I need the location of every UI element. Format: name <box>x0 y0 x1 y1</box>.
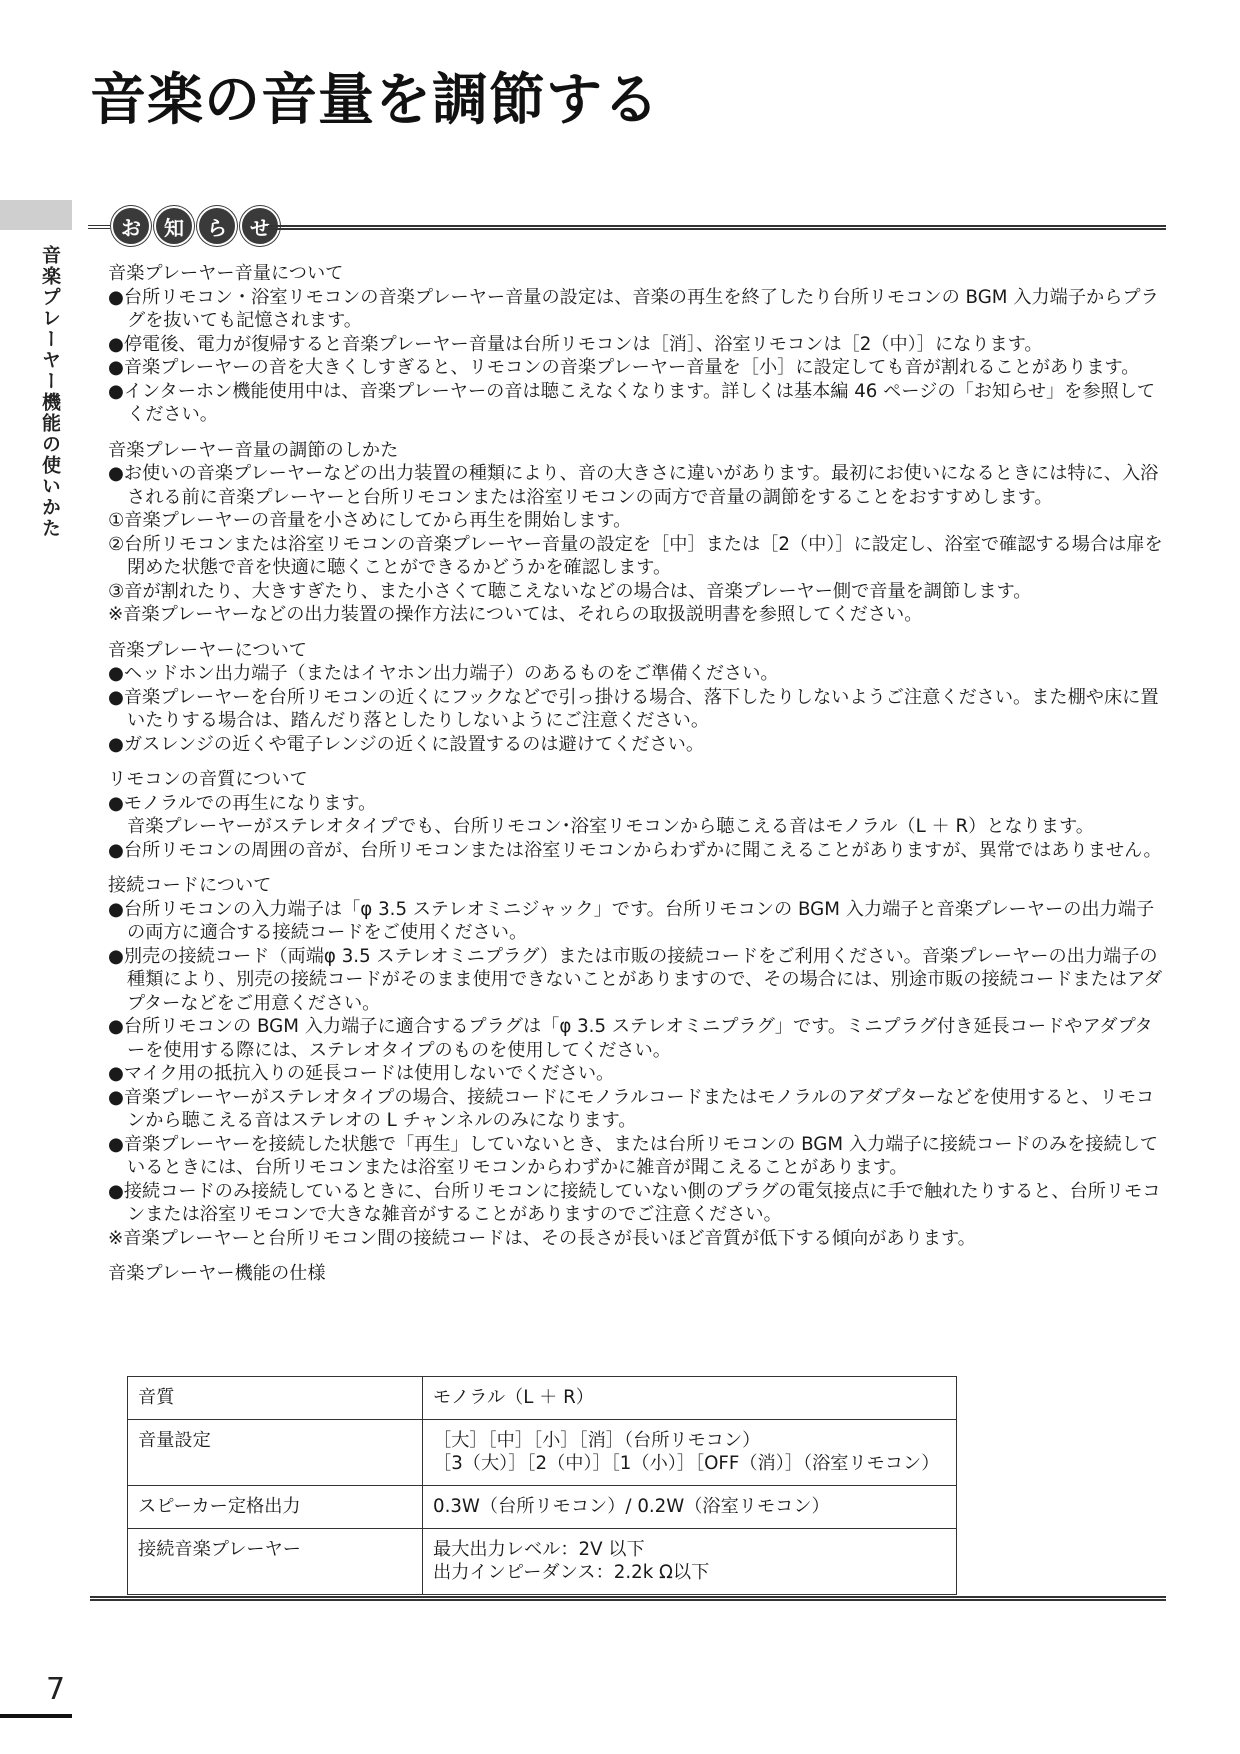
section-item: ●台所リモコンの BGM 入力端子に適合するプラグは「φ 3.5 ステレオミニプラグ」です。ミニプラグ付き延長コードやアダプターを使用する際には、ステレオタイプのものを使用してください。 <box>108 1016 1153 1061</box>
section-item: ●音楽プレーヤーを接続した状態で「再生」していないとき、または台所リモコンの BGM 入力端子に接続コードのみを接続しているときには、台所リモコンまたは浴室リモコンからわずかに雑音が聞こえることがあります。 <box>108 1133 1159 1178</box>
section-item: ●ヘッドホン出力端子（またはイヤホン出力端子）のあるものをご準備ください。 <box>108 663 779 684</box>
section-item: ※音楽プレーヤーと台所リモコン間の接続コードは、その長さが長いほど音質が低下する傾向があります。 <box>108 1227 976 1249</box>
section-heading: 音楽プレーヤー音量について <box>108 263 344 284</box>
notice-badge: お <box>111 206 151 246</box>
section-heading: リモコンの音質について <box>108 769 308 790</box>
notice-rule-left <box>88 225 110 229</box>
spec-row <box>128 1486 957 1529</box>
section-item: ●お使いの音楽プレーヤーなどの出力装置の種類により、音の大きさに違いがあります。最初にお使いになるときには特に、入浴される前に音楽プレーヤーと台所リモコンまたは浴室リモコンの両方で音量の調節をすることをおすすめします。 <box>108 463 1159 508</box>
section-heading: 音楽プレーヤー音量の調節のしかた <box>108 439 399 461</box>
page-number: 7 <box>46 1672 66 1707</box>
spec-value: 0.3W（台所リモコン）/ 0.2W（浴室リモコン） <box>423 1486 957 1529</box>
page-number-rule <box>0 1714 72 1718</box>
section-item: ●マイク用の抵抗入りの延長コードは使用しないでください。 <box>108 1063 615 1084</box>
section-item: ●ガスレンジの近くや電子レンジの近くに設置するのは避けてください。 <box>108 733 705 755</box>
section-heading: 音楽プレーヤーについて <box>108 639 307 661</box>
side-tab-marker <box>0 200 72 230</box>
notice-section <box>108 262 1168 427</box>
spec-value: 最大出力レベル：2V 以下 出力インピーダンス：2.2k Ω以下 <box>423 1529 957 1595</box>
spec-label: スピーカー定格出力 <box>128 1486 423 1529</box>
section-item: ●接続コードのみ接続しているときに、台所リモコンに接続していない側のプラグの電気接点に手で触れたりすると、台所リモコンまたは浴室リモコンで大きな雑音がすることがありますのでご注意ください。 <box>108 1180 1161 1225</box>
spec-row <box>128 1420 957 1486</box>
notice-content <box>108 262 1168 1292</box>
section-text: 音楽プレーヤーがステレオタイプでも、台所リモコン･浴室リモコンから聴こえる音はモノラル（L ＋ R）となります。 <box>127 816 1094 837</box>
section-item: ●台所リモコン・浴室リモコンの音楽プレーヤー音量の設定は、音楽の再生を終了したり台所リモコンの BGM 入力端子からプラグを抜いても記憶されます。 <box>108 286 1159 331</box>
spec-table <box>127 1376 957 1595</box>
spec-value: モノラル（L ＋ R） <box>423 1377 957 1420</box>
section-item: ②台所リモコンまたは浴室リモコンの音楽プレーヤー音量の設定を［中］または［2（中）］に設定し、浴室で確認する場合は扉を閉めた状態で音を快適に聴くことができるかどうかを確認します。 <box>108 533 1163 578</box>
spec-row <box>128 1377 957 1420</box>
section-heading: 接続コードについて <box>108 875 272 896</box>
section-item: ①音楽プレーヤーの音量を小さめにしてから再生を開始します。 <box>108 510 632 531</box>
spec-label: 音質 <box>128 1377 423 1420</box>
notice-section <box>108 874 1168 1250</box>
spec-label: 接続音楽プレーヤー <box>128 1529 423 1595</box>
section-item: ●停電後、電力が復帰すると音楽プレーヤー音量は台所リモコンは［消］、浴室リモコンは［2（中）］になります。 <box>108 333 1043 355</box>
notice-badge: せ <box>240 206 280 246</box>
spec-row <box>128 1529 957 1595</box>
notice-badge: 知 <box>154 206 194 246</box>
section-item: ●モノラルでの再生になります。 <box>108 792 377 814</box>
page-title: 音楽の音量を調節する <box>90 68 660 133</box>
notice-section <box>108 639 1168 757</box>
spec-value: ［大］［中］［小］［消］（台所リモコン） ［3（大）］［2（中）］［1（小）］［OFF（消）］（浴室リモコン） <box>423 1420 957 1486</box>
section-item: ●インターホン機能使用中は、音楽プレーヤーの音は聴こえなくなります。詳しくは基本編 46 ページの「お知らせ」を参照してください。 <box>108 380 1156 425</box>
spec-heading: 音楽プレーヤー機能の仕様 <box>108 1263 326 1284</box>
section-item: ※音楽プレーヤーなどの出力装置の操作方法については、それらの取扱説明書を参照してください。 <box>108 604 923 625</box>
notice-sections <box>108 262 1168 1250</box>
bottom-rule <box>90 1596 1166 1601</box>
notice-header <box>111 206 280 246</box>
notice-rule-right <box>268 225 1166 230</box>
section-item: ●台所リモコンの周囲の音が、台所リモコンまたは浴室リモコンからわずかに聞こえることがありますが、異常ではありません。 <box>108 839 1162 861</box>
section-item: ●台所リモコンの入力端子は「φ 3.5 ステレオミニジャック」です。台所リモコンの BGM 入力端子と音楽プレーヤーの出力端子の両方に適合する接続コードをご使用ください。 <box>108 898 1155 943</box>
section-item: ●音楽プレーヤーを台所リモコンの近くにフックなどで引っ掛ける場合、落下したりしないようご注意ください。また棚や床に置いたりする場合は、踏んだり落としたりしないようにご注意ください。 <box>108 686 1159 731</box>
notice-section <box>108 439 1168 627</box>
section-item: ●音楽プレーヤーの音を大きくしすぎると、リモコンの音楽プレーヤー音量を［小］に設定しても音が割れることがあります。 <box>108 357 1140 378</box>
side-chapter-label: 音楽プレーヤー機能の使いかた <box>39 245 61 539</box>
notice-section <box>108 768 1168 862</box>
section-item: ③音が割れたり、大きすぎたり、また小さくて聴こえないなどの場合は、音楽プレーヤー側で音量を調節します。 <box>108 580 1032 602</box>
spec-label: 音量設定 <box>128 1420 423 1486</box>
notice-badge: ら <box>197 206 237 246</box>
section-item: ●音楽プレーヤーがステレオタイプの場合、接続コードにモノラルコードまたはモノラルのアダプターなどを使用すると、リモコンから聴こえる音はステレオの L チャンネルのみになります。 <box>108 1086 1155 1131</box>
section-item: ●別売の接続コード（両端φ 3.5 ステレオミニプラグ）または市販の接続コードをご利用ください。音楽プレーヤーの出力端子の種類により、別売の接続コードがそのまま使用できないことがありますので、その場合には、別途市販の接続コードまたはアダプターなどをご用意ください。 <box>108 945 1163 1014</box>
